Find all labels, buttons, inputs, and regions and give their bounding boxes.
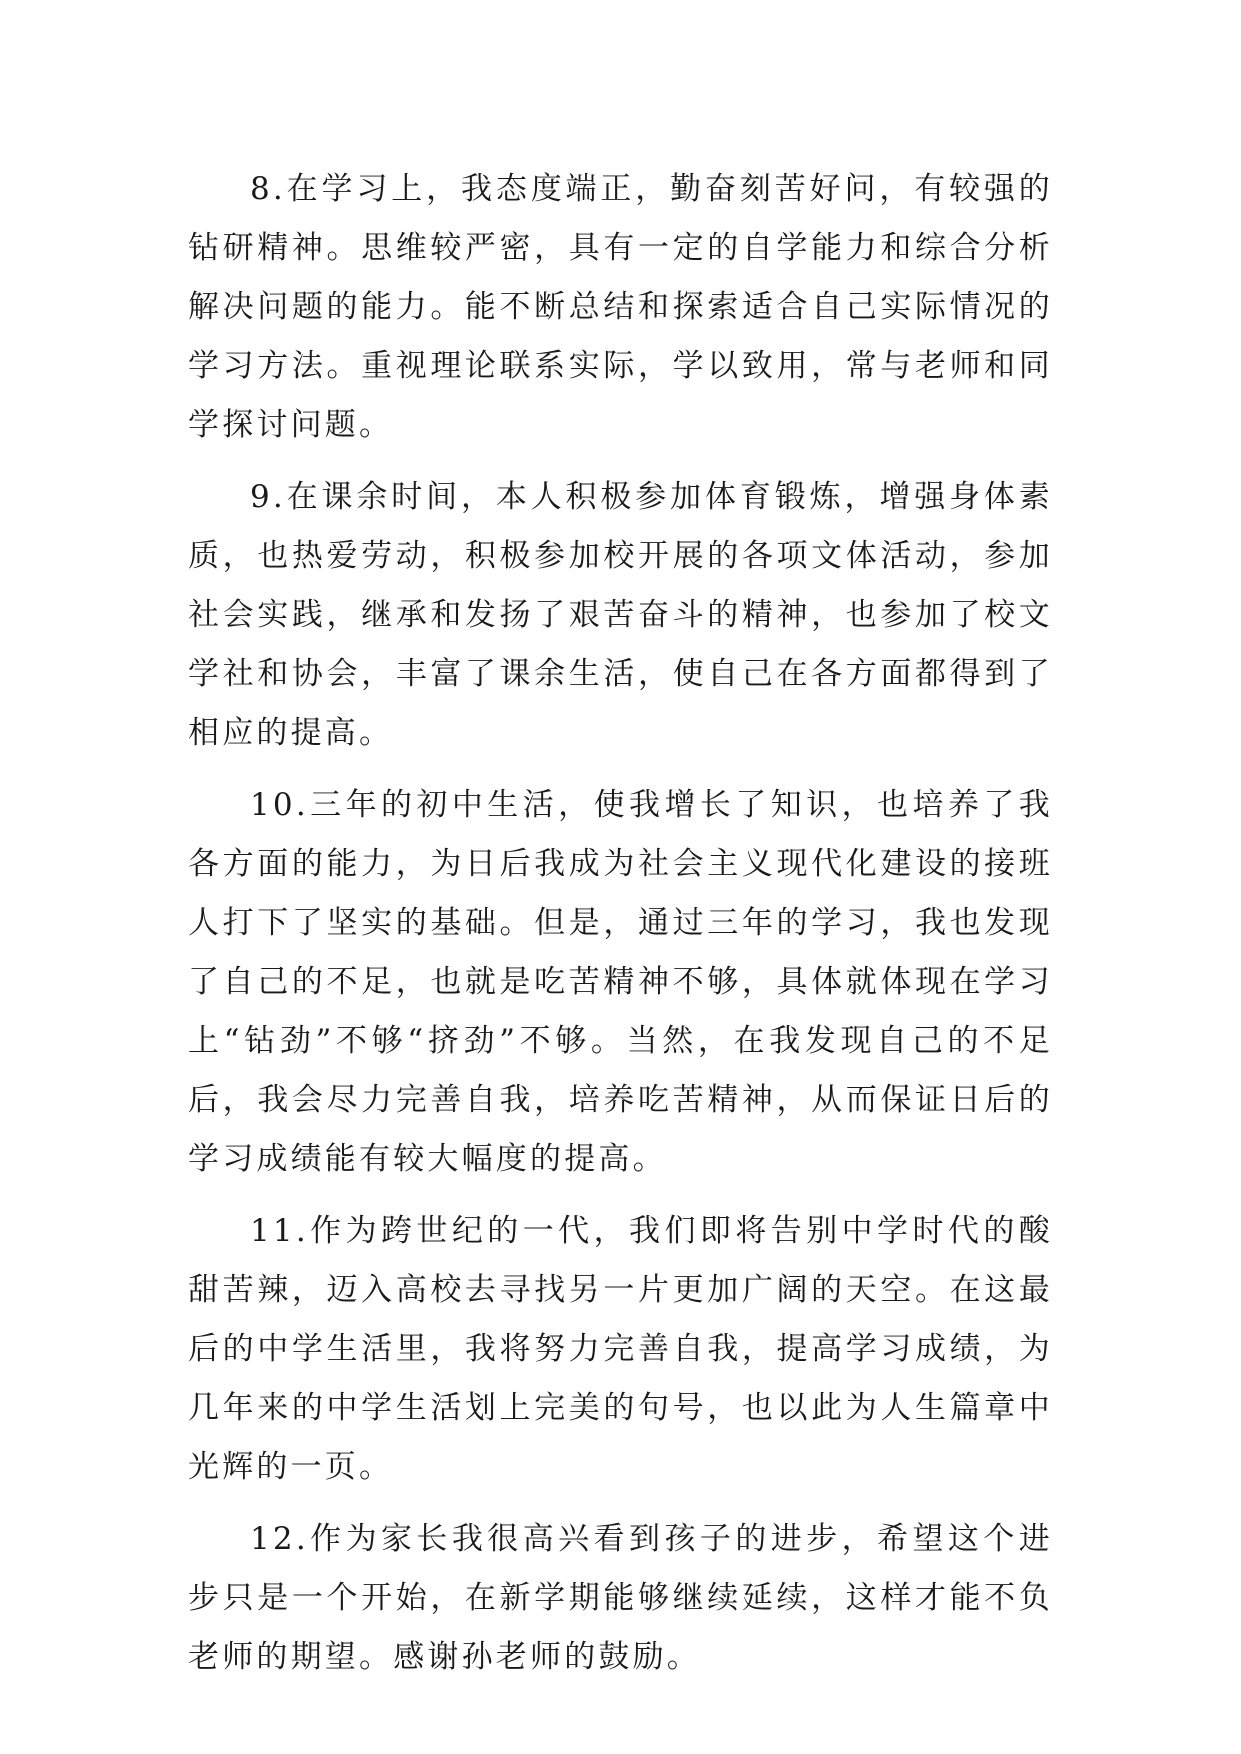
paragraph-11: 11.作为跨世纪的一代，我们即将告别中学时代的酸甜苦辣，迈入高校去寻找另一片更加广阔的天空。在这最后的中学生活里，我将努力完善自我，提高学习成绩，为几年来的中学生活划上完美的句号，也以此为人生篇章中光辉的一页。 — [188, 1213, 1053, 1485]
paragraph-8: 8.在学习上，我态度端正，勤奋刻苦好问，有较强的钻研精神。思维较严密，具有一定的自学能力和综合分析解决问题的能力。能不断总结和探索适合自己实际情况的学习方法。重视理论联系实际，学以致用，常与老师和同学探讨问题。 — [188, 171, 1053, 443]
paragraph-9: 9.在课余时间，本人积极参加体育锻炼，增强身体素质，也热爱劳动，积极参加校开展的各项文体活动，参加社会实践，继承和发扬了艰苦奋斗的精神，也参加了校文学社和协会，丰富了课余生活，使自己在各方面都得到了相应的提高。 — [188, 479, 1053, 751]
paragraph-12: 12.作为家长我很高兴看到孩子的进步，希望这个进步只是一个开始，在新学期能够继续延续，这样才能不负老师的期望。感谢孙老师的鼓励。 — [188, 1521, 1053, 1675]
document-body — [188, 160, 1053, 1700]
paragraph-10: 10.三年的初中生活，使我增长了知识，也培养了我各方面的能力，为日后我成为社会主义现代化建设的接班人打下了坚实的基础。但是，通过三年的学习，我也发现了自己的不足，也就是吃苦精神不够，具体就体现在学习上“钻劲”不够“挤劲”不够。当然，在我发现自己的不足后，我会尽力完善自我，培养吃苦精神，从而保证日后的学习成绩能有较大幅度的提高。 — [188, 787, 1053, 1177]
